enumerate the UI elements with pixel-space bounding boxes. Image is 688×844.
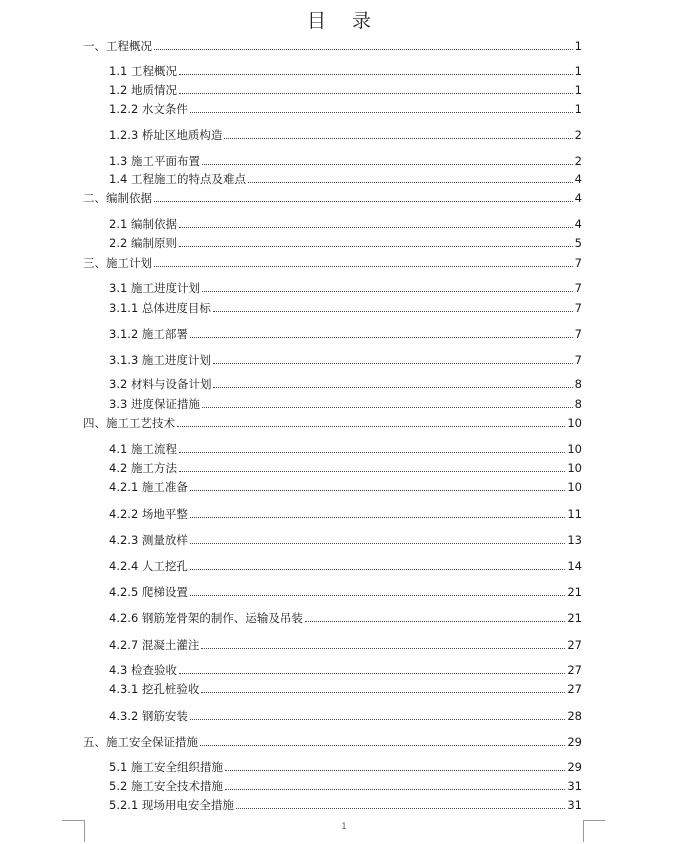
toc-leader-dots	[201, 647, 565, 649]
toc-entry-page: 4	[574, 172, 582, 186]
toc-entry[interactable]	[109, 281, 582, 295]
toc-entry[interactable]	[109, 682, 582, 696]
toc-entry-page: 7	[574, 301, 582, 315]
toc-entry[interactable]	[109, 102, 582, 116]
toc-entry-page: 27	[567, 638, 582, 652]
toc-entry-text: 4.1 施工流程	[109, 442, 177, 456]
toc-entry-text: 5.1 施工安全组织措施	[109, 760, 223, 774]
toc-entry-text: 4.3 检查验收	[109, 663, 177, 677]
toc-entry-page: 1	[574, 102, 582, 116]
toc-entry[interactable]	[83, 256, 582, 270]
toc-entry-page: 27	[567, 663, 582, 677]
toc-entry-text: 3.1.1 总体进度目标	[109, 301, 211, 315]
toc-entry-page: 21	[567, 611, 582, 625]
toc-leader-dots	[179, 245, 573, 247]
toc-leader-dots	[201, 691, 565, 693]
toc-leader-dots	[190, 516, 565, 518]
toc-leader-dots	[190, 568, 565, 570]
toc-entry-text: 4.2.2 场地平整	[109, 507, 188, 521]
toc-leader-dots	[179, 73, 573, 75]
toc-entry-text: 3.3 进度保证措施	[109, 397, 200, 411]
toc-entry-text: 1.1 工程概况	[109, 64, 177, 78]
toc-entry[interactable]	[109, 64, 582, 78]
crop-mark-right-h	[583, 820, 605, 821]
toc-entry[interactable]	[83, 191, 582, 205]
toc-entry-text: 3.1.2 施工部署	[109, 327, 188, 341]
toc-entry[interactable]	[109, 533, 582, 547]
toc-leader-dots	[225, 769, 565, 771]
toc-leader-dots	[179, 451, 565, 453]
toc-leader-dots	[225, 788, 565, 790]
toc-entry-page: 7	[574, 327, 582, 341]
toc-entry-text: 4.3.1 挖孔桩验收	[109, 682, 200, 696]
toc-entry-text: 3.2 材料与设备计划	[109, 377, 212, 391]
toc-entry-text: 一、工程概况	[83, 39, 152, 53]
toc-entry-page: 7	[574, 353, 582, 367]
toc-entry-text: 二、编制依据	[83, 191, 152, 205]
toc-leader-dots	[202, 163, 573, 165]
toc-entry-text: 1.2.3 桥址区地质构造	[109, 128, 223, 142]
toc-leader-dots	[248, 181, 573, 183]
toc-leader-dots	[224, 137, 572, 139]
toc-entry-page: 31	[567, 798, 582, 812]
toc-entry-text: 4.2.7 混凝土灌注	[109, 638, 200, 652]
toc-entry-page: 11	[567, 507, 582, 521]
toc-entry[interactable]	[109, 154, 582, 168]
toc-entry[interactable]	[109, 760, 582, 774]
toc-entry[interactable]	[109, 507, 582, 521]
toc-entry-text: 1.2 地质情况	[109, 83, 177, 97]
toc-leader-dots	[154, 48, 573, 50]
toc-leader-dots	[305, 620, 565, 622]
toc-entry-text: 1.2.2 水文条件	[109, 102, 188, 116]
toc-entry-page: 1	[574, 64, 582, 78]
toc-leader-dots	[200, 744, 565, 746]
toc-entry[interactable]	[109, 377, 582, 391]
page-title: 目 录	[306, 10, 382, 32]
toc-entry-text: 5.2.1 现场用电安全措施	[109, 798, 234, 812]
toc-entry[interactable]	[109, 397, 582, 411]
toc-entry[interactable]	[109, 327, 582, 341]
toc-entry[interactable]	[109, 638, 582, 652]
toc-leader-dots	[179, 672, 565, 674]
toc-leader-dots	[213, 310, 573, 312]
toc-entry-page: 4	[574, 217, 582, 231]
toc-entry-text: 2.1 编制依据	[109, 217, 177, 231]
toc-entry[interactable]	[109, 236, 582, 250]
toc-leader-dots	[190, 542, 565, 544]
toc-entry-page: 21	[567, 585, 582, 599]
toc-entry-text: 1.3 施工平面布置	[109, 154, 200, 168]
toc-entry[interactable]	[109, 83, 582, 97]
toc-entry-page: 29	[567, 760, 582, 774]
toc-entry-text: 4.2.3 测量放样	[109, 533, 188, 547]
toc-leader-dots	[236, 807, 565, 809]
toc-entry[interactable]	[109, 585, 582, 599]
toc-entry-page: 2	[574, 154, 582, 168]
toc-entry-text: 2.2 编制原则	[109, 236, 177, 250]
toc-entry-page: 10	[567, 442, 582, 456]
toc-entry-text: 4.2.4 人工挖孔	[109, 559, 188, 573]
toc-entry-page: 31	[567, 779, 582, 793]
toc-leader-dots	[177, 425, 565, 427]
toc-entry[interactable]	[109, 611, 582, 625]
toc-entry-page: 5	[574, 236, 582, 250]
toc-leader-dots	[213, 386, 572, 388]
toc-entry-text: 3.1.3 施工进度计划	[109, 353, 211, 367]
toc-entry[interactable]	[109, 461, 582, 475]
toc-entry-text: 5.2 施工安全技术措施	[109, 779, 223, 793]
toc-entry-text: 1.4 工程施工的特点及难点	[109, 172, 246, 186]
toc-entry[interactable]	[109, 128, 582, 142]
toc-entry-page: 10	[567, 416, 582, 430]
toc-entry-page: 8	[574, 397, 582, 411]
toc-entry-page: 29	[567, 735, 582, 749]
toc-leader-dots	[190, 718, 565, 720]
toc-entry-page: 27	[567, 682, 582, 696]
toc-entry[interactable]	[109, 559, 582, 573]
toc-entry-page: 2	[574, 128, 582, 142]
toc-entry-page: 4	[574, 191, 582, 205]
toc-entry[interactable]	[109, 663, 582, 677]
toc-entry-page: 28	[567, 709, 582, 723]
toc-leader-dots	[179, 470, 565, 472]
toc-leader-dots	[190, 336, 573, 338]
toc-entry-text: 五、施工安全保证措施	[83, 735, 198, 749]
toc-leader-dots	[154, 200, 573, 202]
toc-entry-page: 10	[567, 480, 582, 494]
toc-entry-text: 三、施工计划	[83, 256, 152, 270]
toc-entry[interactable]	[109, 442, 582, 456]
toc-leader-dots	[190, 489, 565, 491]
toc-entry[interactable]	[83, 39, 582, 53]
toc-entry[interactable]	[109, 709, 582, 723]
toc-leader-dots	[179, 226, 573, 228]
toc-entry[interactable]	[109, 217, 582, 231]
toc-entry[interactable]	[109, 480, 582, 494]
toc-leader-dots	[202, 406, 573, 408]
toc-entry-text: 4.2.5 爬梯设置	[109, 585, 188, 599]
toc-entry-page: 8	[574, 377, 582, 391]
toc-entry[interactable]	[109, 798, 582, 812]
toc-entry[interactable]	[109, 353, 582, 367]
toc-entry[interactable]	[109, 172, 582, 186]
toc-entry-text: 3.1 施工进度计划	[109, 281, 200, 295]
toc-entry-text: 4.2.6 钢筋笼骨架的制作、运输及吊装	[109, 611, 303, 625]
page-number: 1	[341, 822, 347, 832]
toc-entry[interactable]	[83, 416, 582, 430]
toc-entry-page: 13	[567, 533, 582, 547]
toc-leader-dots	[179, 92, 573, 94]
toc-leader-dots	[154, 265, 573, 267]
toc-entry-text: 4.2 施工方法	[109, 461, 177, 475]
toc-entry-page: 7	[574, 256, 582, 270]
toc-entry[interactable]	[109, 779, 582, 793]
toc-leader-dots	[213, 362, 573, 364]
toc-entry-page: 14	[567, 559, 582, 573]
toc-entry[interactable]	[109, 301, 582, 315]
toc-entry-text: 四、施工工艺技术	[83, 416, 175, 430]
toc-entry-text: 4.3.2 钢筋安装	[109, 709, 188, 723]
toc-entry-page: 1	[574, 83, 582, 97]
toc-entry-page: 1	[574, 39, 582, 53]
toc-entry-page: 7	[574, 281, 582, 295]
crop-mark-left-h	[62, 820, 84, 821]
toc-leader-dots	[190, 111, 573, 113]
toc-entry-text: 4.2.1 施工准备	[109, 480, 188, 494]
toc-leader-dots	[202, 290, 573, 292]
toc-entry-page: 10	[567, 461, 582, 475]
toc-leader-dots	[190, 594, 565, 596]
toc-entry[interactable]	[83, 735, 582, 749]
